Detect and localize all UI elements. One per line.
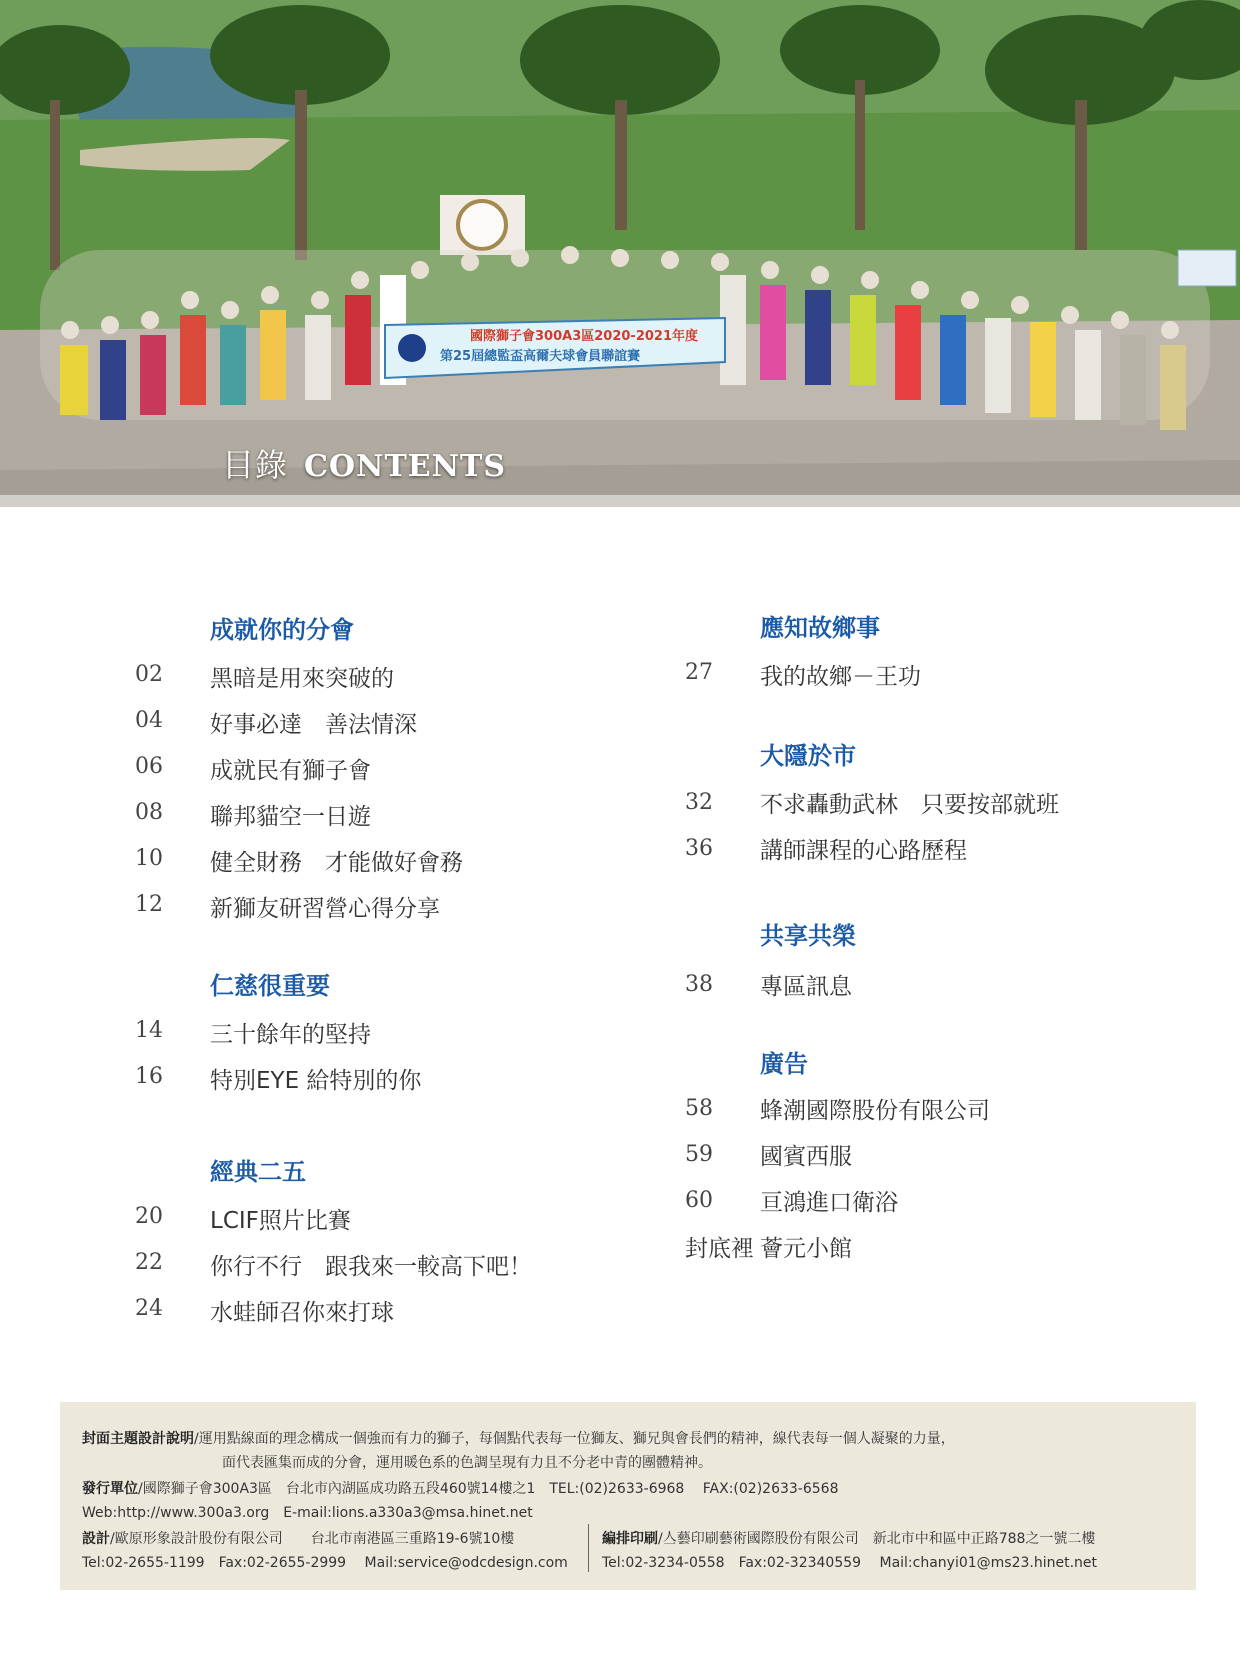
section-title-hometown: 應知故鄉事 [760,614,880,642]
page-number: 58 [685,1096,713,1121]
golf-group-photo-illustration [0,0,1240,507]
section-title-success: 成就你的分會 [210,616,354,644]
footer-divider [588,1524,589,1572]
entry-title: 新獅友研習營心得分享 [210,896,440,922]
print-info [602,1528,1095,1548]
publisher-info [82,1478,838,1498]
cover-design-note [82,1428,955,1448]
cover-design-text: /運用點線面的理念構成一個強而有力的獅子，每個點代表每一位獅友、獅兄與會長們的精神，線代表每一個人凝聚的力量， [194,1431,955,1447]
entry-title: 亘鴻進口衛浴 [760,1190,898,1216]
entry-title: 黑暗是用來突破的 [210,666,394,692]
page-number: 08 [135,800,163,825]
publisher-web: Web:http://www.300a3.org E-mail:lions.a330a3@msa.hinet.net [82,1505,533,1521]
page-number: 封底裡 [685,1236,754,1262]
cover-design-note-line2: 面代表匯集而成的分會，運用暖色系的色調呈現有力且不分老中青的團體精神。 [222,1455,712,1471]
page-number: 27 [685,660,713,685]
page-number: 60 [685,1188,713,1213]
page-number: 02 [135,662,163,687]
design-text: /歐原形象設計股份有限公司 台北市南港區三重路19-6號10樓 [110,1531,515,1547]
contents-heading-zh: 目錄 [222,446,289,484]
page-number: 04 [135,708,163,733]
entry-title: 聯邦貓空一日遊 [210,804,371,830]
section-title-ads: 廣告 [760,1050,808,1078]
page-number: 59 [685,1142,713,1167]
entry-title: 你行不行 跟我來一較高下吧！ [210,1254,532,1280]
entry-title: 水蛙師召你來打球 [210,1300,394,1326]
design-info [82,1528,514,1548]
cover-photo [0,0,1240,507]
colophon [60,1402,1196,1590]
page-number: 16 [135,1064,163,1089]
page-number: 14 [135,1018,163,1043]
design-contact: Tel:02-2655-1199 Fax:02-2655-2999 Mail:service@odcdesign.com [82,1555,568,1571]
print-text: /亼藝印刷藝術國際股份有限公司 新北市中和區中正路788之一號二樓 [658,1531,1096,1547]
design-label: 設計 [82,1531,110,1547]
entry-title: 我的故鄉－王功 [760,664,921,690]
section-title-hidden: 大隱於市 [760,742,856,770]
contents-heading [222,440,506,486]
section-title-share: 共享共榮 [760,922,856,950]
page-number: 20 [135,1204,163,1229]
entry-title: 國賓西服 [760,1144,852,1170]
entry-title: 蜂潮國際股份有限公司 [760,1098,990,1124]
entry-title: 三十餘年的堅持 [210,1022,371,1048]
entry-title: 不求轟動武林 只要按部就班 [760,792,1059,818]
print-label: 編排印刷 [602,1531,658,1547]
banner-line-1: 國際獅子會300A3區2020-2021年度 [470,329,699,344]
entry-title: 成就民有獅子會 [210,758,371,784]
print-contact: Tel:02-3234-0558 Fax:02-32340559 Mail:chanyi01@ms23.hinet.net [602,1555,1098,1571]
entry-title: 特別EYE 給特別的你 [210,1068,422,1094]
section-title-kindness: 仁慈很重要 [210,972,330,1000]
page-number: 32 [685,790,713,815]
banner-line-2: 第25屆總監盃高爾夫球會員聯誼賽 [440,349,641,364]
entry-title: LCIF照片比賽 [210,1208,351,1234]
entry-title: 健全財務 才能做好會務 [210,850,463,876]
publisher-label: 發行單位 [82,1481,138,1497]
page-number: 10 [135,846,163,871]
contents-heading-en: CONTENTS [304,449,507,484]
cover-design-label: 封面主題設計說明 [82,1431,194,1447]
entry-title: 薈元小館 [760,1236,852,1262]
page-number: 22 [135,1250,163,1275]
entry-title: 好事必達 善法情深 [210,712,417,738]
section-title-classic: 經典二五 [210,1158,306,1186]
entry-title: 講師課程的心路歷程 [760,838,967,864]
page-number: 06 [135,754,163,779]
page-number: 24 [135,1296,163,1321]
entry-title: 專區訊息 [760,974,852,1000]
page-number: 36 [685,836,713,861]
page-number: 38 [685,972,713,997]
publisher-text: /國際獅子會300A3區 台北市內湖區成功路五段460號14樓之1 TEL:(02)2633-6968 FAX:(02)2633-6568 [138,1481,839,1497]
page-number: 12 [135,892,163,917]
